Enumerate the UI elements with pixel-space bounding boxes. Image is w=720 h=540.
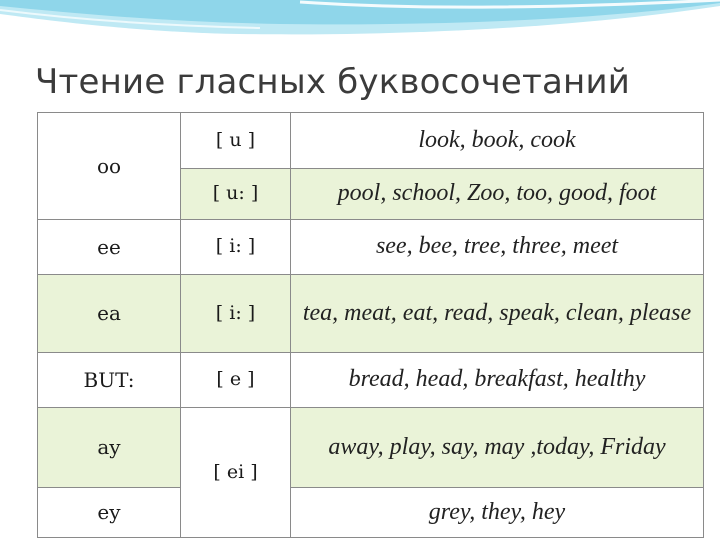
transcription-cell: [ e ] <box>181 353 291 408</box>
slide-title: Чтение гласных буквосочетаний <box>35 62 631 102</box>
letter-combination-cell: ey <box>38 488 181 538</box>
letter-combination-cell: BUT: <box>38 353 181 408</box>
letter-combination-cell: ay <box>38 408 181 488</box>
table-row <box>38 113 704 169</box>
transcription-cell: [ ei ] <box>181 408 291 538</box>
letter-combination-cell: ea <box>38 275 181 353</box>
letter-combination-cell: oo <box>38 113 181 220</box>
table-row <box>38 353 704 408</box>
example-words-cell: tea, meat, eat, read, speak, clean, please <box>291 275 704 353</box>
table-row <box>38 275 704 353</box>
table-row <box>38 220 704 275</box>
transcription-cell: [ i: ] <box>181 220 291 275</box>
example-words-cell: away, play, say, may ,today, Friday <box>291 408 704 488</box>
example-words-cell: grey, they, hey <box>291 488 704 538</box>
example-words-cell: look, book, cook <box>291 113 704 169</box>
transcription-cell: [ u: ] <box>181 169 291 220</box>
table-row <box>38 408 704 488</box>
example-words-cell: bread, head, breakfast, healthy <box>291 353 704 408</box>
vowel-combinations-table <box>37 112 704 538</box>
transcription-cell: [ u ] <box>181 113 291 169</box>
letter-combination-cell: ee <box>38 220 181 275</box>
transcription-cell: [ i: ] <box>181 275 291 353</box>
example-words-cell: see, bee, tree, three, meet <box>291 220 704 275</box>
table-row <box>38 488 704 538</box>
example-words-cell: pool, school, Zoo, too, good, foot <box>291 169 704 220</box>
